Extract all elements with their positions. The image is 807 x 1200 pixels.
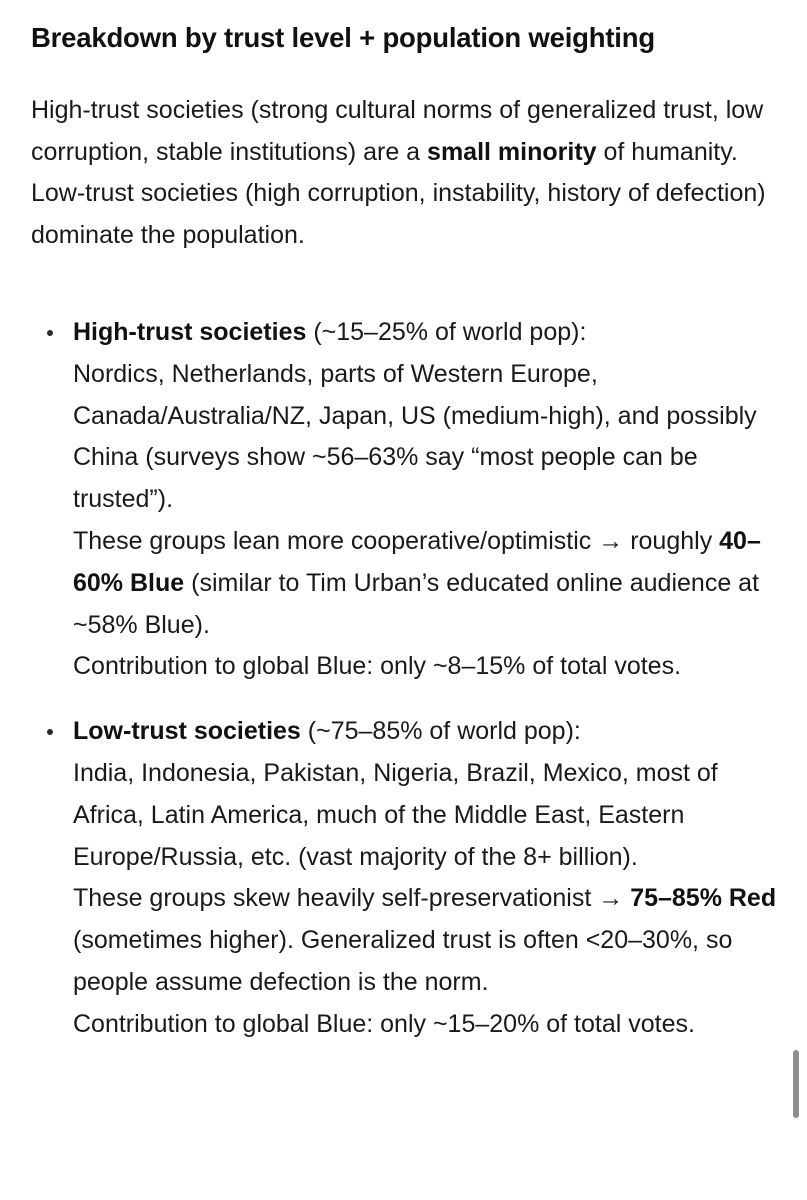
bullet-lean-suffix: (sometimes higher). Generalized trust is often <20–30%, so people assume defection is the norm. (73, 926, 733, 996)
section-heading: Breakdown by trust level + population weighting (31, 22, 655, 53)
list-item-high-trust (0, 312, 807, 688)
intro-text-end: of humanity. Low-trust societies (high corruption, instability, history of defection) dominate the population. (31, 137, 766, 249)
bullet-lean-bold: 75–85% Red (630, 884, 777, 913)
bullet-title: High-trust societies (73, 318, 307, 346)
bullet-lean-prefix: These groups lean more cooperative/optimistic → roughly (73, 526, 720, 555)
bullet-lean-suffix: (similar to Tim Urban’s educated online audience at ~58% Blue). (73, 568, 760, 639)
bullet-title-suffix: (~75–85% of world pop): (300, 717, 581, 746)
bullet-description: India, Indonesia, Pakistan, Nigeria, Brazil, Mexico, most of Africa, Latin America, much of the Middle East, Eastern Europe/Russia, etc. (vast majority of the 8+ billion). (73, 758, 718, 871)
bullet-title: Low-trust societies (73, 717, 301, 746)
bullet-heading-line (73, 711, 787, 753)
bullet-lean-line (73, 521, 787, 646)
scrollbar-thumb[interactable] (793, 1050, 799, 1118)
bullet-contribution: Contribution to global Blue: only ~15–20% of total votes. (73, 1009, 695, 1038)
trust-level-list (0, 312, 807, 1046)
intro-bold-phrase: small minority (427, 137, 597, 166)
intro-paragraph (31, 90, 781, 256)
bullet-dot-icon (47, 330, 53, 336)
bullet-contribution: Contribution to global Blue: only ~8–15% of total votes. (73, 652, 682, 681)
bullet-heading-line (73, 312, 787, 354)
bullet-description: Nordics, Netherlands, parts of Western Europe, Canada/Australia/NZ, Japan, US (medium-high), and possibly China (surveys show ~56–63% say “most people can be trusted”). (73, 359, 757, 514)
bullet-lean-prefix: These groups skew heavily self-preservationist → (73, 884, 631, 913)
intro-text-start: High-trust societies (strong cultural norms of generalized trust, low corruption, stable institutions) are a (31, 96, 764, 166)
bullet-lean-bold: 40–60% Blue (73, 526, 761, 597)
bullet-lean-line (73, 878, 787, 1003)
list-item-low-trust (0, 711, 807, 1045)
bullet-dot-icon (47, 729, 53, 735)
bullet-title-suffix: (~15–25% of world pop): (306, 318, 587, 346)
